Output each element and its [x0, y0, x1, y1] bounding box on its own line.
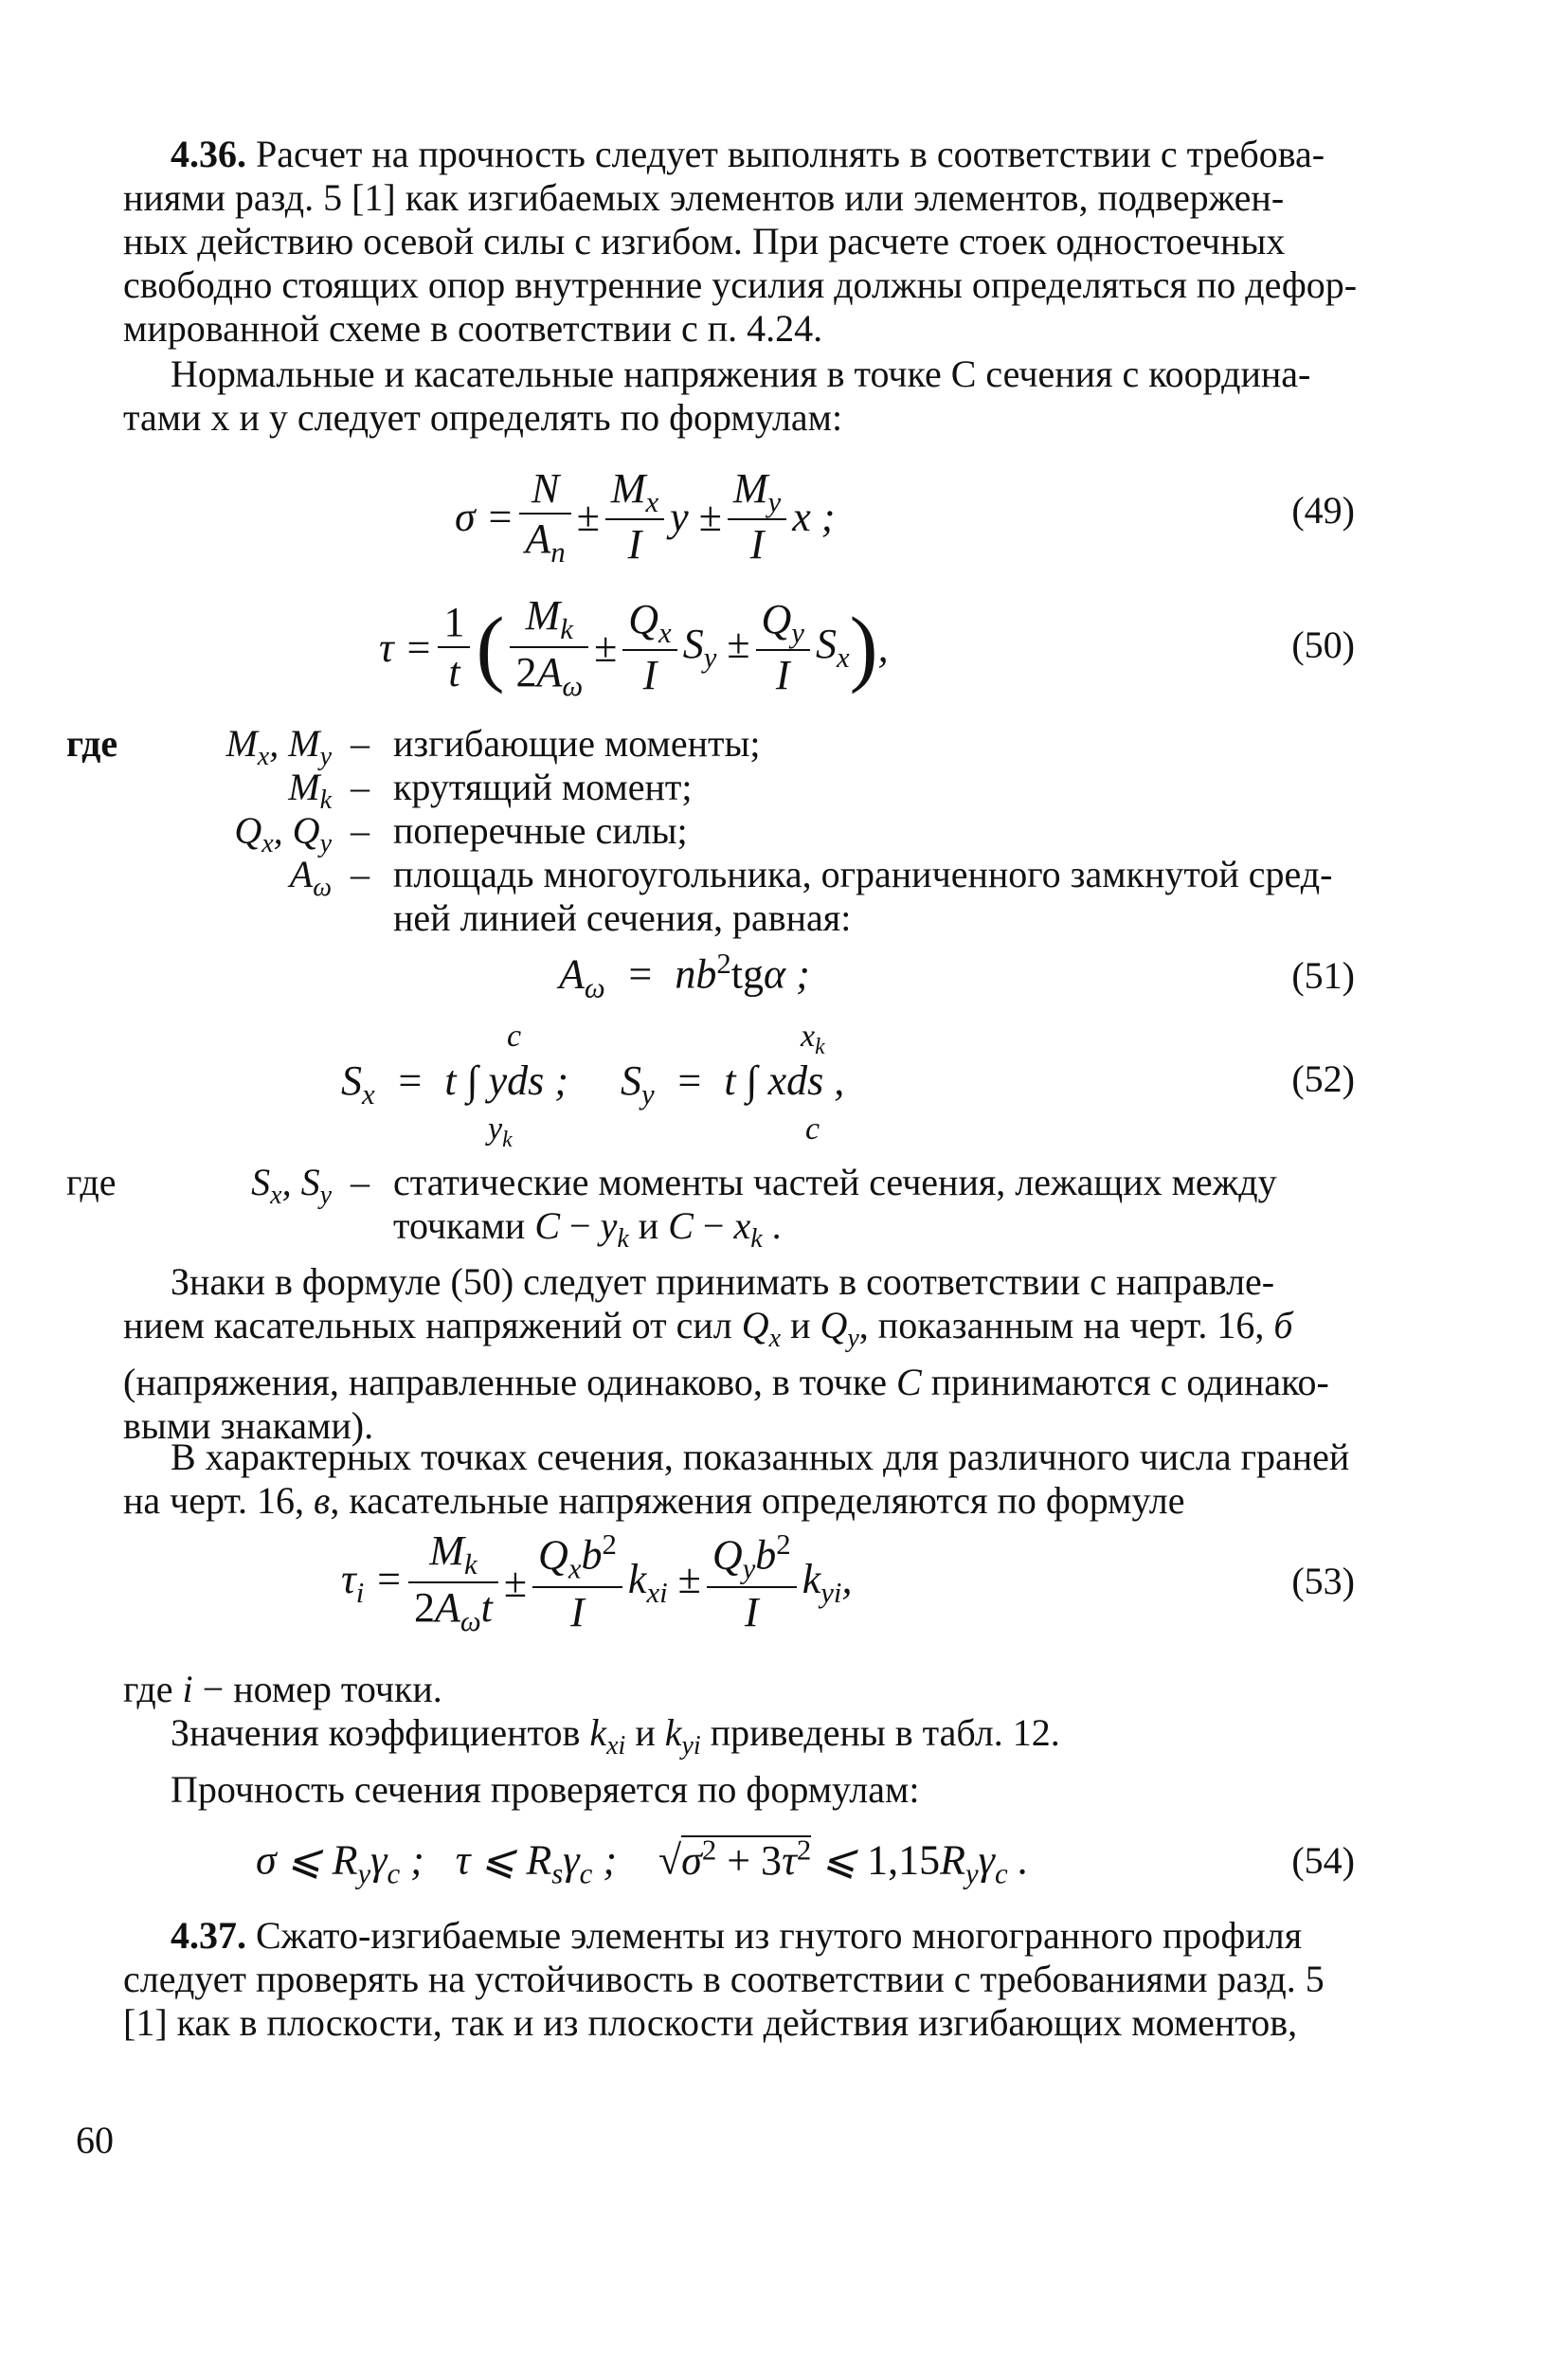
equation-number-51: (51) — [1291, 954, 1355, 997]
page-number: 60 — [76, 2119, 114, 2161]
definitions-list — [66, 722, 1383, 940]
definition-row: $M_k$ – крутящий момент; — [288, 766, 693, 815]
section-4-36: 4.36. Расчет на прочность следует выполнять в соответствии с требова- ниями разд. 5 [1] как изгибаемых элементов или элементов, подвержен- ных действию осевой силы с изгибом. При расчете стоек одностоечных свободно стоящих опор внутренние усилия должны определяться по дефор- мированной схеме в соответствии с п. 4.24. — [123, 133, 1383, 351]
section-number: 4.36. — [171, 133, 246, 175]
equation-50: τ = $\frac{1}{t}$ ( $\frac{M_k}{2A_\omega}$ ± $\frac{Q_x}{I}$ $S_y$ ± $\frac{Q_y}{I}$ $S_x$ ) , — [379, 592, 889, 702]
equation-number-53: (53) — [1291, 1560, 1355, 1602]
equation-51: $A_\omega = nb^2tg\alpha$ ; — [559, 948, 810, 1004]
definitions-statics: где $S_x$, $S_y$ – статические моменты частей сечения, лежащих между точками $C - y_k$ и $C - x_k$ . — [66, 1161, 1277, 1254]
equation-number-49: (49) — [1291, 489, 1355, 532]
equation-number-52: (52) — [1291, 1057, 1355, 1100]
definition-row: ней линией сечения, равная: — [393, 896, 852, 939]
equation-49: σ = $\frac{N}{A_n}$ ± $\frac{M_x}{I}$ y ± $\frac{M_y}{I}$ x ; — [455, 464, 836, 569]
char-points-paragraph: В характерных точках сечения, показанных для различного числа граней на черт. 16, в, касательные напряжения определяются по формуле — [123, 1436, 1350, 1522]
equation-number-50: (50) — [1291, 623, 1355, 666]
definition-row: $A_\omega$ – площадь многоугольника, ограниченного замкнутой сред- — [289, 853, 1333, 902]
section-4-37: 4.37. Сжато-изгибаемые элементы из гнутого многогранного профиля следует проверять на устойчивость в соответствии с требованиями разд. 5 [1] как в плоскости, так и из плоскости действия изгибающих моментов, — [123, 1914, 1325, 2044]
definition-row: где $M_x$, $M_y$ – изгибающие моменты; — [66, 722, 761, 771]
text-line: мированной схеме в соответствии с п. 4.24. — [123, 307, 823, 350]
point-definition: где i − номер точки. Значения коэффициентов $k_{xi}$ и $k_{yi}$ приведены в табл. 12. Прочность сечения проверяется по формулам: — [123, 1668, 1060, 1811]
equation-52: c $x_k$ $S_x = t$ ∫ yds ; $S_y = t$ ∫ xds , $y_k$ c — [341, 1019, 845, 1152]
intro-formulas: Нормальные и касательные напряжения в точке C сечения с координа- тами x и y следует определять по формулам: — [123, 352, 1311, 439]
text-line: ных действию осевой силы с изгибом. При расчете стоек одностоечных — [123, 220, 1286, 262]
text-line: ниями разд. 5 [1] как изгибаемых элементов или элементов, подвержен- — [123, 176, 1285, 219]
equation-53: $\tau_i$ = $\frac{M_k}{2A_\omega t}$ ± $\frac{Q_xb^2}{I}$ $k_{xi}$ ± $\frac{Q_yb^2}{I}$ $k_{yi}$, — [341, 1527, 853, 1637]
definition-row: $Q_x$, $Q_y$ – поперечные силы; — [234, 809, 688, 858]
text-line: свободно стоящих опор внутренние усилия должны определяться по дефор- — [123, 263, 1358, 306]
equation-54: σ ⩽ $R_y\gamma_c$ ; τ ⩽ $R_s\gamma_c$ ; $√\sigma^2 + 3\tau^2$ ⩽ $1,15R_y\gamma_c$ . — [256, 1833, 1029, 1890]
equation-number-54: (54) — [1291, 1839, 1355, 1882]
signs-paragraph: Знаки в формуле (50) следует принимать в соответствии с направле- нием касательных напряжений от сил $Q_x$ и $Q_y$, показанным на черт. 16, б (напряжения, направленные одинаково, в точке C принимаются с одинако- выми знаками). — [123, 1260, 1329, 1447]
